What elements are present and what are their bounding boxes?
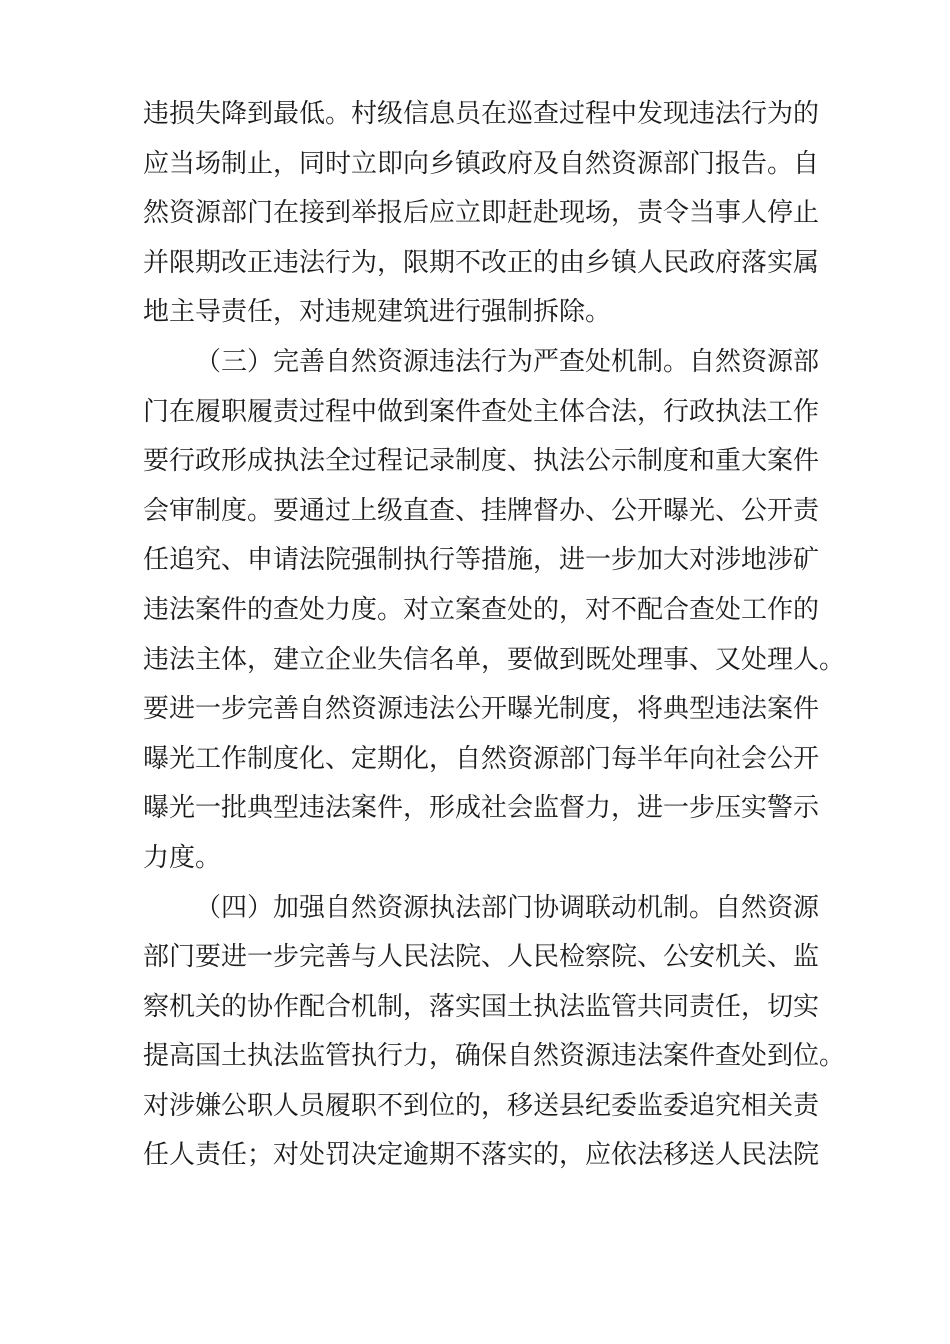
text-line-10: 任追究、申请法院强制执行等措施，进一步加大对涉地涉矿 bbox=[143, 545, 820, 576]
text-line-22: 任人责任；对处罚决定逾期不落实的，应依法移送人民法院 bbox=[143, 1140, 820, 1171]
text-line-8: 要行政形成执法全过程记录制度、执法公示制度和重大案件 bbox=[143, 446, 820, 477]
text-line-1: 违损失降到最低。村级信息员在巡查过程中发现违法行为的 bbox=[143, 99, 820, 129]
text-line-9: 会审制度。要通过上级直查、挂牌督办、公开曝光、公开责 bbox=[143, 495, 820, 526]
text-line-20: 提高国土执法监管执行力，确保自然资源违法案件查处到位。 bbox=[143, 1041, 846, 1072]
text-line-15: 曝光一批典型违法案件，形成社会监督力，进一步压实警示 bbox=[143, 793, 820, 824]
text-line-7: 门在履职履责过程中做到案件查处主体合法，行政执法工作 bbox=[143, 396, 820, 427]
body-text bbox=[143, 90, 846, 1181]
text-line-16: 力度。 bbox=[143, 842, 222, 873]
text-line-19: 察机关的协作配合机制，落实国土执法监管共同责任，切实 bbox=[143, 991, 820, 1022]
section-four-heading-line: （四）加强自然资源执法部门协调联动机制。自然资源 bbox=[195, 892, 820, 923]
text-line-3: 然资源部门在接到举报后应立即赶赴现场，责令当事人停止 bbox=[143, 198, 820, 229]
text-line-12: 违法主体，建立企业失信名单，要做到既处理事、又处理人。 bbox=[143, 644, 846, 675]
text-line-18: 部门要进一步完善与人民法院、人民检察院、公安机关、监 bbox=[143, 942, 820, 973]
text-line-14: 曝光工作制度化、定期化，自然资源部门每半年向社会公开 bbox=[143, 743, 820, 774]
text-line-2: 应当场制止，同时立即向乡镇政府及自然资源部门报告。自 bbox=[143, 148, 820, 179]
text-line-21: 对涉嫌公职人员履职不到位的，移送县纪委监委追究相关责 bbox=[143, 1090, 820, 1121]
text-line-4: 并限期改正违法行为，限期不改正的由乡镇人民政府落实属 bbox=[143, 247, 820, 278]
text-line-13: 要进一步完善自然资源违法公开曝光制度，将典型违法案件 bbox=[143, 694, 820, 725]
section-three-heading-line: （三）完善自然资源违法行为严查处机制。自然资源部 bbox=[195, 346, 820, 377]
text-line-5: 地主导责任，对违规建筑进行强制拆除。 bbox=[143, 297, 612, 328]
text-line-11: 违法案件的查处力度。对立案查处的，对不配合查处工作的 bbox=[143, 594, 820, 625]
